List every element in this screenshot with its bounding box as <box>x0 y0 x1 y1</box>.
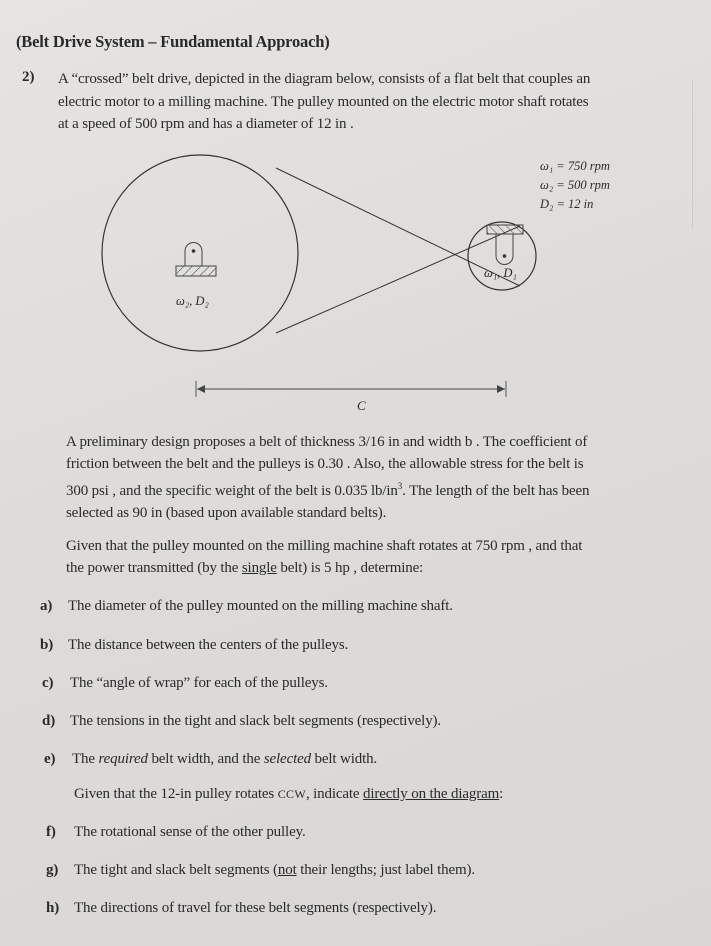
question-g <box>46 862 475 879</box>
ccw-instruction <box>74 786 503 803</box>
question-label: b) <box>40 637 54 653</box>
question-d <box>42 713 441 730</box>
question-e <box>44 751 377 768</box>
design-line-1: A preliminary design proposes a belt of thickness 3/16 in and width b . The coefficient of <box>66 434 588 450</box>
question-a <box>40 598 453 615</box>
question-text: The diameter of the pulley mounted on the milling machine shaft. <box>68 598 453 614</box>
question-c <box>42 675 328 692</box>
question-label: d) <box>42 713 56 729</box>
given-line-1: Given that the pulley mounted on the milling machine shaft rotates at 750 rpm , and that <box>66 538 583 554</box>
design-line-3b: . The length of the belt has been <box>402 483 590 499</box>
ccw-text-b: , indicate <box>305 786 364 802</box>
given-omega2: ω₂ = 500 rpm <box>540 178 610 192</box>
question-text: The <box>72 751 99 767</box>
question-text: The distance between the centers of the pulleys. <box>68 637 349 653</box>
given-omega1: ω₁ = 750 rpm <box>540 159 610 173</box>
large-pulley <box>102 155 298 351</box>
given-line-2b: belt) is 5 hp , determine: <box>276 560 424 576</box>
emphasis-required: required <box>98 751 148 767</box>
question-text: The tight and slack belt segments ( <box>74 862 278 878</box>
intro-line-2: electric motor to a milling machine. The pulley mounted on the electric motor shaft rotates <box>58 93 589 110</box>
given-line-2 <box>66 557 686 579</box>
underlined-directly-on-diagram: directly on the diagram <box>363 786 500 802</box>
question-text: The tensions in the tight and slack belt segments (respectively). <box>70 713 441 729</box>
design-paragraph <box>66 431 686 524</box>
small-pulley-label: ω₁, D₁ <box>484 266 517 280</box>
given-line-2a: the power transmitted (by the <box>66 560 242 576</box>
question-text: belt width, and the <box>147 751 264 767</box>
emphasis-selected: selected <box>263 751 311 767</box>
question-text: The “angle of wrap” for each of the pulleys. <box>70 675 328 691</box>
section-title: (Belt Drive System – Fundamental Approach) <box>16 32 330 51</box>
question-label: a) <box>40 598 53 614</box>
small-pulley-support-icon <box>487 225 523 265</box>
design-line-4: selected as 90 in (based upon available standard belts). <box>66 505 387 521</box>
intro-line-3: at a speed of 500 rpm and has a diameter of 12 in . <box>58 116 354 132</box>
question-label: f) <box>46 824 56 840</box>
given-d2: D₂ = 12 in <box>540 197 594 211</box>
design-line-2: friction between the belt and the pulleys is 0.30 . Also, the allowable stress for the belt is <box>66 456 584 472</box>
large-pulley-label: ω₂, D₂ <box>176 294 209 308</box>
question-label: h) <box>46 900 60 916</box>
question-label: c) <box>42 675 54 691</box>
underlined-single: single <box>241 560 277 576</box>
large-pulley-support-icon <box>176 243 216 277</box>
exponent: 3 <box>397 481 403 491</box>
center-distance-label: C <box>357 398 366 413</box>
question-h <box>46 900 436 917</box>
question-text: The rotational sense of the other pulley. <box>74 824 306 840</box>
design-line-3 <box>66 475 686 502</box>
question-text: belt width. <box>310 751 378 767</box>
question-b <box>40 637 348 654</box>
underlined-not: not <box>277 862 297 878</box>
question-text: The directions of travel for these belt segments (respectively). <box>74 900 437 916</box>
ccw-text-a: Given that the 12-in pulley rotates <box>74 786 278 802</box>
problem-number: 2) <box>22 69 35 85</box>
ccw-text-c: : <box>499 786 504 802</box>
design-line-3a: 300 psi , and the specific weight of the belt is 0.035 lb/in <box>66 483 398 499</box>
question-label: e) <box>44 751 56 767</box>
question-f <box>46 824 306 841</box>
given-paragraph <box>66 535 686 579</box>
intro-line-1: A “crossed” belt drive, depicted in the diagram below, consists of a flat belt that couples an <box>58 71 591 87</box>
ccw-abbrev: CCW <box>277 787 306 801</box>
question-label: g) <box>46 862 59 878</box>
given-values <box>540 157 610 214</box>
question-text: their lengths; just label them). <box>296 862 475 878</box>
